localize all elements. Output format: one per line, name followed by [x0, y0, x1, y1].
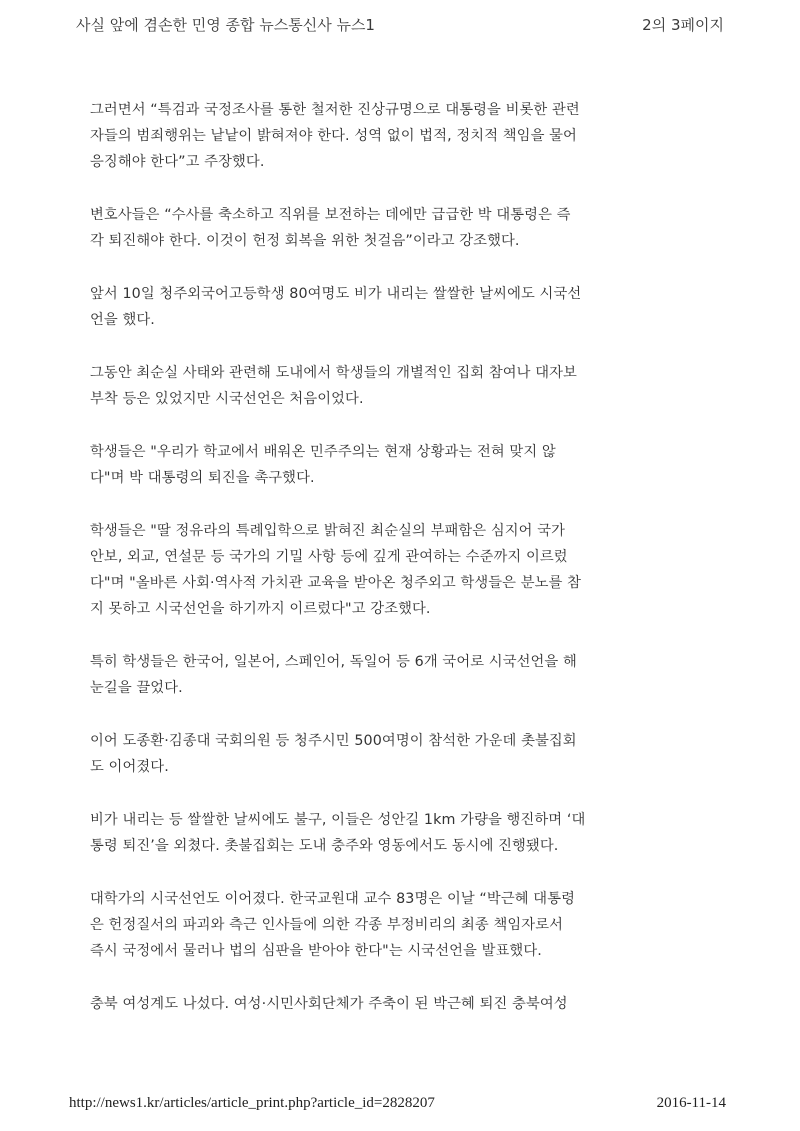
article-paragraph	[90, 439, 700, 491]
paragraph-line: 학생들은 "우리가 학교에서 배워온 민주주의는 현재 상황과는 전혀 맞지 않	[90, 444, 556, 460]
article-paragraph	[90, 649, 700, 701]
paragraph-line: 비가 내리는 등 쌀쌀한 날씨에도 불구, 이들은 성안길 1km 가량을 행진하며 ‘대	[90, 812, 586, 828]
paragraph-line: 자들의 범죄행위는 낱낱이 밝혀져야 한다. 성역 없이 법적, 정치적 책임을 물어	[90, 128, 577, 144]
article-paragraph	[90, 360, 700, 412]
paragraph-line: 그러면서 “특검과 국정조사를 통한 철저한 진상규명으로 대통령을 비롯한 관련	[90, 102, 580, 118]
paragraph-line: 지 못하고 시국선언을 하기까지 이르렀다"고 강조했다.	[90, 601, 431, 617]
article-paragraph	[90, 807, 700, 859]
article-url: http://news1.kr/articles/article_print.php?article_id=2828207	[69, 1095, 435, 1111]
article-paragraph	[90, 991, 700, 1017]
paragraph-line: 안보, 외교, 연설문 등 국가의 기밀 사항 등에 깊게 관여하는 수준까지 이르렀	[90, 549, 568, 565]
site-title: 사실 앞에 겸손한 민영 종합 뉴스통신사 뉴스1	[76, 15, 375, 34]
paragraph-line: 도 이어졌다.	[90, 759, 169, 775]
paragraph-line: 언을 했다.	[90, 312, 155, 328]
paragraph-line: 앞서 10일 청주외국어고등학생 80여명도 비가 내리는 쌀쌀한 날씨에도 시국선	[90, 286, 582, 302]
page-indicator: 2의 3페이지	[642, 15, 724, 34]
article-paragraph	[90, 728, 700, 780]
print-footer	[69, 1095, 726, 1112]
paragraph-line: 다"며 박 대통령의 퇴진을 촉구했다.	[90, 470, 315, 486]
paragraph-line: 다"며 "올바른 사회·역사적 가치관 교육을 받아온 청주외고 학생들은 분노를 참	[90, 575, 582, 591]
paragraph-line: 학생들은 "딸 정유라의 특례입학으로 밝혀진 최순실의 부패함은 심지어 국가	[90, 523, 566, 539]
paragraph-line: 부착 등은 있었지만 시국선언은 처음이었다.	[90, 391, 364, 407]
article-paragraph	[90, 518, 700, 622]
article-paragraph	[90, 97, 700, 175]
paragraph-line: 은 헌정질서의 파괴와 측근 인사들에 의한 각종 부정비리의 최종 책임자로서	[90, 917, 564, 933]
print-header	[76, 12, 724, 36]
article-paragraph	[90, 886, 700, 964]
paragraph-line: 이어 도종환·김종대 국회의원 등 청주시민 500여명이 참석한 가운데 촛불집회	[90, 733, 577, 749]
paragraph-line: 눈길을 끌었다.	[90, 680, 183, 696]
paragraph-line: 특히 학생들은 한국어, 일본어, 스페인어, 독일어 등 6개 국어로 시국선언을 해	[90, 654, 577, 670]
article-body	[90, 97, 700, 1044]
paragraph-line: 응징해야 한다”고 주장했다.	[90, 154, 265, 170]
article-paragraph	[90, 202, 700, 254]
paragraph-line: 통령 퇴진’을 외쳤다. 촛불집회는 도내 충주와 영동에서도 동시에 진행됐다.	[90, 838, 559, 854]
paragraph-line: 충북 여성계도 나섰다. 여성·시민사회단체가 주축이 된 박근혜 퇴진 충북여성	[90, 996, 568, 1012]
paragraph-line: 변호사들은 “수사를 축소하고 직위를 보전하는 데에만 급급한 박 대통령은 즉	[90, 207, 571, 223]
paragraph-line: 그동안 최순실 사태와 관련해 도내에서 학생들의 개별적인 집회 참여나 대자보	[90, 365, 577, 381]
article-paragraph	[90, 281, 700, 333]
print-date: 2016-11-14	[656, 1095, 726, 1111]
paragraph-line: 대학가의 시국선언도 이어졌다. 한국교원대 교수 83명은 이날 “박근혜 대통령	[90, 891, 576, 907]
paragraph-line: 즉시 국정에서 물러나 법의 심판을 받아야 한다"는 시국선언을 발표했다.	[90, 943, 542, 959]
paragraph-line: 각 퇴진해야 한다. 이것이 헌정 회복을 위한 첫걸음”이라고 강조했다.	[90, 233, 520, 249]
